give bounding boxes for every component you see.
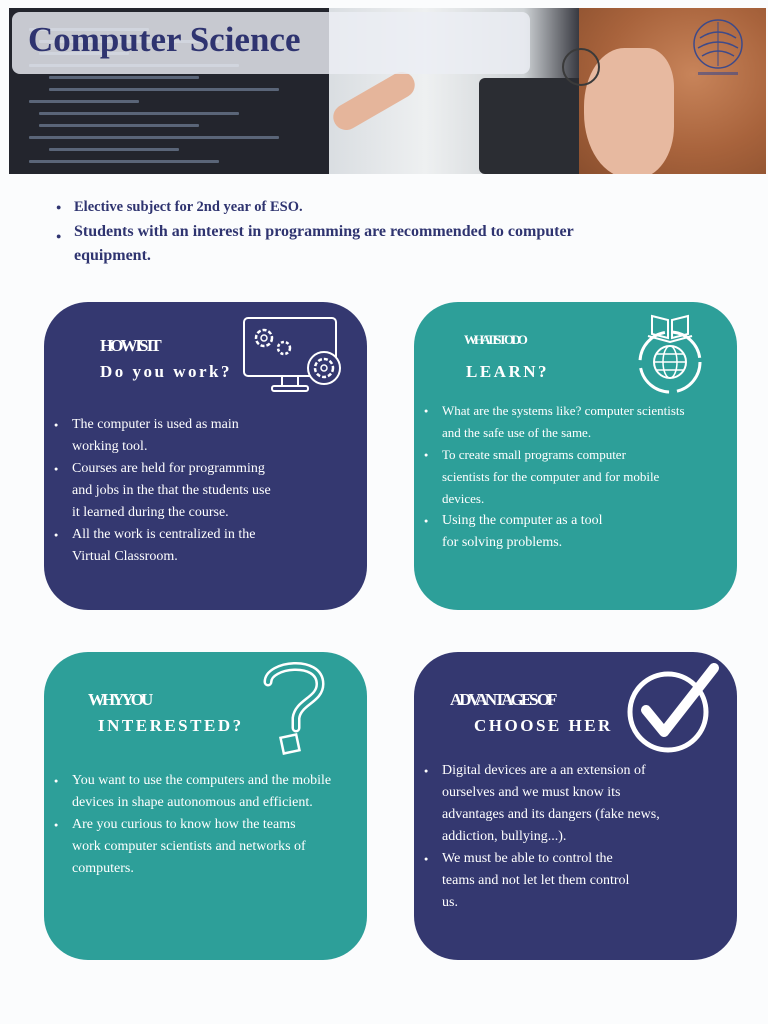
list-item: ● Digital devices are a an extension of ourselves and we must know its advantages and its dangers (fake news, addiction, bullying...). (424, 760, 682, 848)
card-list (54, 770, 354, 880)
question-mark-icon (258, 658, 330, 758)
list-item: ● We must be able to control the teams and not let let them control us. (424, 848, 642, 914)
glasses (562, 48, 600, 86)
intro-item: ● Students with an interest in programming are recommended to computer equipment. (56, 220, 594, 268)
card-list (424, 400, 714, 554)
card-heading-small: ADVANTAGES OF (450, 690, 555, 709)
card-how-it-works (44, 302, 367, 610)
list-item: ● Using the computer as a tool for solving problems. (424, 510, 612, 554)
checkmark-circle-icon (622, 660, 720, 758)
card-heading-small: HOW IS IT (100, 336, 159, 355)
card-heading-large: LEARN? (466, 362, 550, 381)
card-what-to-learn (414, 302, 737, 610)
book-globe-icon (630, 312, 710, 394)
card-heading-large: Do you work? (100, 362, 233, 381)
list-item: ● Are you curious to know how the teams work computer scientists and networks of computers. (54, 814, 310, 880)
card-list (54, 414, 324, 568)
list-item: ● You want to use the computers and the mobile devices in shape autonomous and efficient. (54, 770, 334, 814)
page-title: Computer Science (28, 20, 301, 59)
list-item: ● The computer is used as main working tool. (54, 414, 240, 458)
card-heading-small: WHY YOU (88, 690, 151, 709)
list-item: ● Courses are held for programming and jobs in the that the students use it learned during the course. (54, 458, 272, 524)
card-heading-large: INTERESTED? (98, 716, 244, 735)
list-item: ● What are the systems like? computer scientists and the safe use of the same. (424, 400, 692, 444)
card-why-interested (44, 652, 367, 960)
card-advantages (414, 652, 737, 960)
intro-list (56, 196, 594, 268)
computer-gears-icon (242, 316, 348, 396)
office-chair (479, 78, 589, 174)
card-heading-small: WHAT IS TO DO (464, 332, 525, 347)
card-list (424, 760, 714, 914)
list-item: ● To create small programs computer scientists for the computer and for mobile devices. (424, 444, 674, 510)
school-logo-icon (688, 16, 748, 80)
intro-item: ● Elective subject for 2nd year of ESO. (56, 196, 594, 218)
hand (329, 67, 420, 135)
card-heading-large: CHOOSE HER (474, 716, 613, 735)
list-item: ● All the work is centralized in the Virtual Classroom. (54, 524, 272, 568)
